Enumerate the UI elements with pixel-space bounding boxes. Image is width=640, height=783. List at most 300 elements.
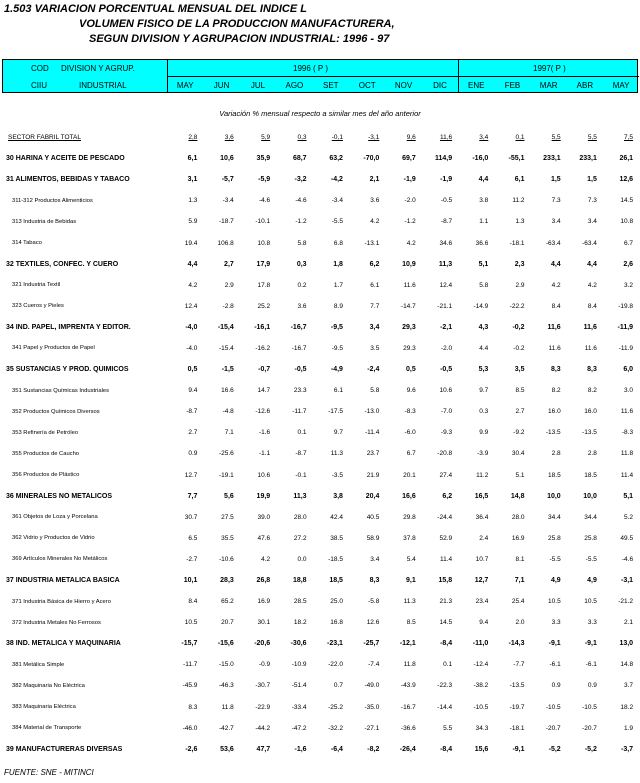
- table-cell: -2,6: [185, 745, 198, 753]
- row-label: 352 Productos Químicos Diversos: [12, 408, 100, 415]
- table-cell: -11.4: [365, 429, 380, 437]
- table-cell: 8.1: [515, 555, 525, 563]
- table-cell: 5,1: [478, 260, 489, 268]
- month-header-9: FEB: [504, 81, 521, 90]
- table-row: [2, 486, 638, 507]
- table-cell: -6.1: [585, 661, 597, 669]
- month-header-2: JUL: [250, 81, 266, 90]
- table-cell: 11.8: [221, 703, 234, 711]
- table-cell: -11.7: [183, 661, 198, 669]
- table-cell: 3,4: [479, 134, 489, 142]
- table-cell: -11,0: [472, 640, 489, 648]
- table-cell: 8.4: [587, 302, 597, 310]
- table-cell: 15,8: [438, 577, 453, 585]
- table-cell: 8.9: [333, 302, 343, 310]
- table-cell: 5,3: [478, 366, 489, 374]
- table-cell: 23.7: [366, 450, 380, 458]
- table-cell: -10.5: [545, 703, 561, 711]
- month-header-6: NOV: [394, 81, 413, 90]
- table-cell: 0,5: [406, 366, 416, 374]
- row-label: 35 SUSTANCIAS Y PROD. QUIMICOS: [6, 366, 129, 374]
- table-row: [2, 401, 638, 422]
- table-cell: -22.3: [437, 682, 453, 690]
- table-cell: -12,1: [399, 640, 416, 648]
- table-row: [2, 275, 638, 296]
- table-cell: -18.5: [328, 555, 343, 563]
- table-cell: 3.3: [551, 619, 561, 627]
- table-cell: 36.6: [475, 239, 489, 247]
- table-cell: 5.5: [443, 724, 453, 732]
- table-cell: 8,3: [550, 366, 561, 374]
- table-cell: 1.9: [624, 724, 634, 732]
- table-cell: 1.3: [515, 218, 525, 226]
- table-row: [2, 570, 638, 591]
- table-cell: -63.4: [582, 239, 597, 247]
- table-cell: -3,7: [621, 745, 634, 753]
- month-header-7: DIC: [433, 81, 447, 90]
- table-cell: 3.2: [624, 281, 634, 289]
- table-cell: 25.0: [330, 598, 343, 606]
- table-row: [2, 422, 638, 443]
- table-row: [2, 359, 638, 380]
- table-cell: 6.7: [406, 450, 416, 458]
- table-cell: 68,7: [292, 155, 307, 163]
- table-cell: -3.5: [331, 471, 343, 479]
- row-label: 384 Material de Transporte: [12, 725, 82, 732]
- table-cell: -4,0: [185, 323, 198, 331]
- table-cell: 58.9: [366, 534, 380, 542]
- table-cell: 17,9: [256, 260, 271, 268]
- table-cell: 5,5: [551, 134, 561, 142]
- table-cell: 36.4: [475, 513, 489, 521]
- table-cell: 2.8: [587, 450, 597, 458]
- table-cell: -46.3: [218, 682, 234, 690]
- table-cell: -1,5: [221, 366, 234, 374]
- table-cell: 23.3: [293, 387, 307, 395]
- table-cell: 10.6: [257, 471, 271, 479]
- table-cell: 65.2: [221, 598, 234, 606]
- table-cell: 12.6: [366, 619, 380, 627]
- table-cell: 233,1: [543, 155, 561, 163]
- table-cell: -22.9: [255, 703, 271, 711]
- month-header-8: ENE: [468, 81, 485, 90]
- table-cell: 11.2: [512, 197, 525, 205]
- table-row: [2, 169, 638, 190]
- row-label: 313 Industria de Bebidas: [12, 218, 77, 225]
- table-cell: 10.8: [620, 218, 634, 226]
- table-cell: 6.1: [370, 281, 380, 289]
- table-cell: 4.2: [370, 218, 380, 226]
- table-cell: 0.3: [479, 408, 489, 416]
- table-cell: 6,1: [514, 176, 525, 184]
- month-header-3: AGO: [285, 81, 304, 90]
- table-cell: -22.0: [328, 661, 343, 669]
- table-cell: -14.9: [473, 302, 489, 310]
- table-cell: 0.9: [188, 450, 198, 458]
- row-label: 36 MINERALES NO METALICOS: [6, 492, 113, 500]
- table-cell: 15,6: [474, 745, 489, 753]
- table-cell: 28.5: [293, 598, 307, 606]
- table-cell: 6.8: [333, 239, 343, 247]
- month-header-12: MAY: [612, 81, 630, 90]
- row-label: 323 Cueros y Pieles: [12, 303, 64, 310]
- table-cell: 0.9: [551, 682, 561, 690]
- table-cell: 29.8: [403, 513, 416, 521]
- table-cell: 9,6: [406, 134, 416, 142]
- row-label: SECTOR FABRIL TOTAL: [8, 134, 81, 142]
- table-cell: -26,4: [399, 745, 416, 753]
- table-cell: 3.0: [624, 387, 634, 395]
- table-cell: -1,9: [403, 176, 416, 184]
- table-cell: 8,3: [369, 577, 380, 585]
- table-cell: 11.8: [403, 661, 416, 669]
- table-cell: -49.0: [364, 682, 380, 690]
- table-cell: 4,9: [587, 577, 597, 585]
- row-label: 353 Refinería de Petróleo: [12, 429, 79, 436]
- table-cell: -0,5: [294, 366, 307, 374]
- table-cell: 0.1: [443, 661, 453, 669]
- table-cell: 0,5: [187, 366, 198, 374]
- table-row: [2, 612, 638, 633]
- table-cell: -12.4: [473, 661, 489, 669]
- header-ciiu: CIIU: [31, 81, 47, 90]
- table-cell: 7.3: [551, 197, 561, 205]
- table-cell: 4.2: [188, 281, 198, 289]
- table-cell: 11.6: [584, 344, 597, 352]
- table-row: [2, 148, 638, 169]
- table-cell: 6,0: [623, 366, 634, 374]
- table-cell: 30.4: [511, 450, 525, 458]
- table-cell: -15,4: [217, 323, 234, 331]
- table-cell: -15.0: [218, 661, 234, 669]
- table-row: [2, 465, 638, 486]
- table-cell: 6.7: [624, 239, 634, 247]
- table-cell: 12.7: [184, 471, 198, 479]
- table-cell: 2.7: [188, 429, 198, 437]
- table-cell: -11.9: [618, 344, 634, 352]
- table-cell: 10,0: [547, 492, 561, 500]
- header-cod: COD: [31, 64, 49, 73]
- table-cell: -7.7: [513, 661, 525, 669]
- table-cell: -15,7: [181, 640, 198, 648]
- table-cell: 5.9: [188, 218, 198, 226]
- table-cell: 9.9: [479, 429, 489, 437]
- table-cell: -0,7: [258, 366, 271, 374]
- table-cell: 1,8: [333, 260, 343, 268]
- table-cell: 11.2: [476, 471, 489, 479]
- table-cell: 37.8: [403, 534, 416, 542]
- table-cell: -16.7: [291, 344, 307, 352]
- table-cell: -10.9: [291, 661, 307, 669]
- table-cell: 9.4: [479, 619, 489, 627]
- table-cell: 6.5: [188, 534, 198, 542]
- table-cell: -15.4: [218, 344, 234, 352]
- table-row: [2, 549, 638, 570]
- table-cell: 34.6: [439, 239, 453, 247]
- table-cell: 34.3: [475, 724, 489, 732]
- header-industrial: INDUSTRIAL: [79, 81, 127, 90]
- table-cell: 35.5: [221, 534, 234, 542]
- table-row: [2, 718, 638, 739]
- table-cell: 25.8: [548, 534, 561, 542]
- table-cell: 2.9: [224, 281, 234, 289]
- table-cell: 6,2: [369, 260, 380, 268]
- table-cell: -1.1: [258, 450, 271, 458]
- table-cell: 40.5: [366, 513, 380, 521]
- table-cell: 5.8: [370, 387, 380, 395]
- table-cell: -30,6: [290, 640, 307, 648]
- table-row: [2, 443, 638, 464]
- table-cell: -2.0: [440, 344, 453, 352]
- table-cell: -1.2: [295, 218, 307, 226]
- table-cell: -5.5: [585, 555, 597, 563]
- table-cell: -8.7: [440, 218, 453, 226]
- table-cell: 27.2: [293, 534, 307, 542]
- table-cell: -33.4: [291, 703, 307, 711]
- table-cell: 10.5: [584, 598, 597, 606]
- table-cell: 9.6: [406, 387, 416, 395]
- table-cell: 10.8: [257, 239, 271, 247]
- table-cell: 11,6: [547, 323, 561, 331]
- title-line-2: VOLUMEN FISICO DE LA PRODUCCION MANUFACTURERA,: [79, 18, 395, 30]
- table-cell: -20.8: [437, 450, 453, 458]
- table-cell: -2,4: [367, 366, 380, 374]
- table-cell: 7,7: [187, 492, 198, 500]
- table-cell: 42.4: [330, 513, 343, 521]
- table-cell: 3,6: [224, 134, 234, 142]
- row-label: 341 Papel y Productos de Papel: [12, 345, 95, 352]
- table-cell: 14.7: [257, 387, 271, 395]
- table-cell: 25.8: [584, 534, 597, 542]
- table-cell: -5,9: [258, 176, 271, 184]
- table-cell: -25,7: [363, 640, 380, 648]
- table-cell: -9,5: [330, 323, 343, 331]
- table-cell: 0.1: [297, 429, 307, 437]
- title-line-1: 1.503 VARIACION PORCENTUAL MENSUAL DEL INDICE L: [4, 3, 307, 15]
- table-cell: -11,9: [617, 323, 634, 331]
- table-cell: 5.2: [624, 513, 634, 521]
- table-cell: -23,1: [326, 640, 343, 648]
- table-cell: 7,5: [624, 134, 634, 142]
- table-cell: 11.4: [620, 471, 634, 479]
- table-cell: 16.6: [221, 387, 234, 395]
- table-cell: -8.7: [186, 408, 198, 416]
- table-cell: -30.7: [255, 682, 271, 690]
- table-cell: 27.5: [221, 513, 234, 521]
- table-cell: -8,4: [440, 745, 453, 753]
- table-cell: -7.4: [368, 661, 380, 669]
- table-row: [2, 697, 638, 718]
- table-cell: 21.3: [439, 598, 453, 606]
- table-cell: -9,1: [584, 640, 597, 648]
- table-cell: -21.1: [437, 302, 453, 310]
- table-cell: -9,1: [512, 745, 525, 753]
- table-cell: 5,5: [587, 134, 597, 142]
- table-cell: 8.5: [406, 619, 416, 627]
- table-cell: 8,3: [587, 366, 597, 374]
- table-cell: -11.7: [292, 408, 307, 416]
- table-cell: -13.5: [509, 682, 525, 690]
- table-cell: -70,0: [363, 155, 380, 163]
- table-cell: -8.3: [404, 408, 416, 416]
- table-cell: 16.9: [511, 534, 525, 542]
- table-cell: -3,1: [368, 134, 380, 142]
- header-year-1997: 1997( P ): [533, 64, 566, 73]
- table-cell: 0,3: [296, 260, 307, 268]
- table-cell: -5,2: [548, 745, 561, 753]
- table-cell: -18.1: [509, 724, 525, 732]
- table-cell: 10.6: [439, 387, 453, 395]
- table-cell: 28,3: [220, 577, 234, 585]
- table-cell: 12,6: [619, 176, 634, 184]
- table-cell: -43.9: [400, 682, 416, 690]
- table-cell: 3.4: [551, 218, 561, 226]
- table-cell: -22.2: [509, 302, 525, 310]
- table-cell: 25.4: [511, 598, 525, 606]
- table-cell: 10.7: [475, 555, 489, 563]
- table-cell: -13.5: [545, 429, 561, 437]
- table-cell: 16,6: [402, 492, 416, 500]
- table-cell: 3,8: [333, 492, 343, 500]
- table-cell: 7.1: [224, 429, 234, 437]
- header-year-1996: 1996 ( P ): [293, 64, 328, 73]
- table-cell: -9.2: [513, 429, 525, 437]
- table-cell: 2,6: [623, 260, 634, 268]
- table-cell: 1.1: [479, 218, 489, 226]
- table-cell: 2,3: [514, 260, 525, 268]
- table-cell: 5.1: [515, 471, 525, 479]
- table-row: [2, 232, 638, 253]
- row-label: 34 IND. PAPEL, IMPRENTA Y EDITOR.: [6, 323, 131, 331]
- table-cell: 0.7: [333, 682, 343, 690]
- table-cell: -0,1: [331, 134, 343, 142]
- table-cell: -19.8: [618, 302, 634, 310]
- table-cell: -2.8: [222, 302, 234, 310]
- table-cell: -4,2: [330, 176, 343, 184]
- table-cell: -14.4: [437, 703, 453, 711]
- source-note: FUENTE: SNE - MITINCI: [4, 768, 94, 777]
- table-cell: 2,1: [369, 176, 380, 184]
- table-cell: 10.5: [548, 598, 561, 606]
- row-label: 361 Objetos de Loza y Porcelana: [12, 514, 98, 521]
- table-cell: -3.4: [222, 197, 234, 205]
- table-cell: 9.4: [188, 387, 198, 395]
- month-header-5: OCT: [358, 81, 376, 90]
- table-cell: -38.2: [473, 682, 489, 690]
- table-cell: 3.7: [624, 682, 634, 690]
- table-row: [2, 507, 638, 528]
- row-label: 369 Artículos Minerales No Metálicos: [12, 556, 108, 563]
- table-cell: 11.8: [620, 450, 634, 458]
- table-cell: 4.4: [479, 344, 489, 352]
- table-cell: 4,4: [550, 260, 561, 268]
- table-cell: -4.8: [222, 408, 234, 416]
- table-cell: -27.1: [364, 724, 380, 732]
- table-cell: -20.7: [582, 724, 597, 732]
- table-cell: 5.8: [479, 281, 489, 289]
- table-cell: 4.2: [551, 281, 561, 289]
- table-cell: -3.9: [477, 450, 489, 458]
- table-cell: -9,1: [548, 640, 561, 648]
- table-cell: -16,7: [290, 323, 307, 331]
- table-cell: -16.2: [255, 344, 271, 352]
- table-cell: 8.2: [551, 387, 561, 395]
- table-cell: 27.4: [439, 471, 453, 479]
- table-cell: -5.5: [331, 218, 343, 226]
- table-cell: 29,3: [402, 323, 416, 331]
- table-cell: 3.4: [587, 218, 597, 226]
- table-cell: 3,1: [187, 176, 198, 184]
- table-cell: -55,1: [508, 155, 525, 163]
- table-cell: 19,9: [256, 492, 271, 500]
- table-cell: -2.0: [404, 197, 416, 205]
- row-label: 30 HARINA Y ACEITE DE PESCADO: [6, 155, 125, 163]
- table-cell: -1.2: [404, 218, 416, 226]
- table-cell: 6,1: [187, 155, 198, 163]
- table-cell: 17.8: [257, 281, 271, 289]
- table-cell: 12,7: [474, 577, 489, 585]
- table-cell: 4,4: [187, 260, 198, 268]
- table-cell: 233,1: [579, 155, 597, 163]
- table-cell: -10.5: [473, 703, 489, 711]
- month-header-11: ABR: [576, 81, 594, 90]
- table-cell: 2,8: [188, 134, 198, 142]
- table-cell: -24.4: [437, 513, 453, 521]
- table-cell: 10,6: [220, 155, 234, 163]
- table-cell: -25.6: [218, 450, 234, 458]
- table-cell: 1.3: [188, 197, 198, 205]
- table-cell: 4.2: [261, 555, 271, 563]
- row-label: 351 Sustancias Químicas Industriales: [12, 387, 109, 394]
- table-cell: -0.9: [258, 661, 271, 669]
- table-cell: -4,9: [330, 366, 343, 374]
- table-cell: -3.4: [331, 197, 343, 205]
- row-label: 31 ALIMENTOS, BEBIDAS Y TABACO: [6, 176, 130, 184]
- table-cell: 16.8: [330, 619, 343, 627]
- row-label: 37 INDUSTRIA METALICA BASICA: [6, 577, 120, 585]
- table-cell: -10.6: [218, 555, 234, 563]
- row-label: 381 Metálica Simple: [12, 661, 65, 668]
- table-cell: 7,1: [514, 577, 525, 585]
- row-label: 356 Productos de Plástico: [12, 472, 80, 479]
- table-cell: -19.1: [218, 471, 234, 479]
- table-cell: 20,4: [365, 492, 380, 500]
- table-subtitle: Variación % mensual respecto a similar mes del año anterior: [219, 109, 421, 118]
- table-cell: 20.7: [221, 619, 234, 627]
- table-cell: 13,0: [619, 640, 634, 648]
- table-cell: 21.9: [366, 471, 380, 479]
- table-cell: 1,5: [587, 176, 597, 184]
- table-cell: 0.9: [587, 682, 597, 690]
- table-cell: -1,9: [440, 176, 453, 184]
- table-row: [2, 296, 638, 317]
- row-label: 39 MANUFACTURERAS DIVERSAS: [6, 745, 123, 753]
- table-row: [2, 190, 638, 211]
- table-cell: 8.5: [515, 387, 525, 395]
- table-cell: -10.1: [255, 218, 271, 226]
- table-cell: -5.8: [368, 598, 380, 606]
- table-cell: 4.2: [587, 281, 597, 289]
- table-cell: -36.6: [400, 724, 416, 732]
- table-cell: -32.2: [328, 724, 343, 732]
- table-cell: -44.2: [255, 724, 271, 732]
- table-cell: -45.9: [182, 682, 198, 690]
- table-cell: -13.0: [364, 408, 380, 416]
- row-label: 372 Industria Metales No Ferrosos: [12, 619, 101, 626]
- table-cell: 38.5: [330, 534, 343, 542]
- row-label: 38 IND. METALICA Y MAQUINARIA: [6, 640, 121, 648]
- table-cell: 2.8: [551, 450, 561, 458]
